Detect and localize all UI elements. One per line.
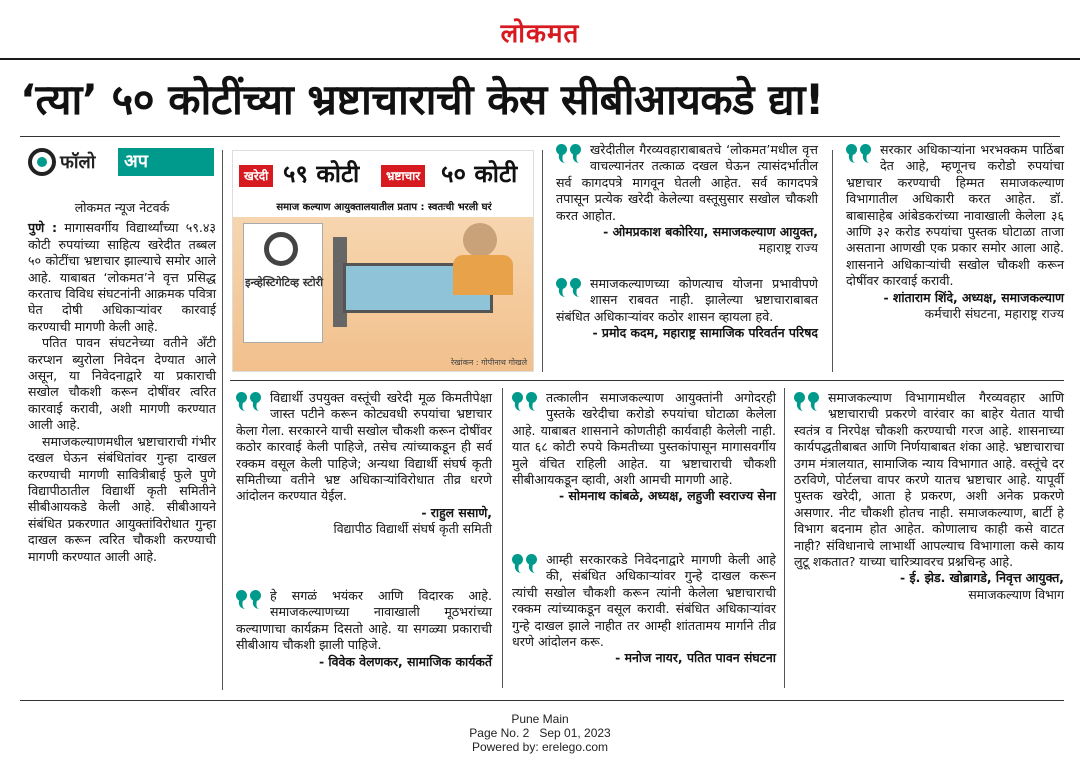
masthead xyxy=(0,0,1080,62)
edition-name: Pune Main xyxy=(511,712,569,726)
quote-icon xyxy=(794,392,822,414)
quote-signature-line2: समाजकल्याण विभाग xyxy=(968,586,1064,602)
follow-up-word2: अप xyxy=(118,148,214,176)
quote-signature: - विवेक वेलणकर, सामाजिक कार्यकर्ते xyxy=(318,653,492,669)
quote-icon xyxy=(846,144,874,166)
magnifier-icon xyxy=(264,232,298,266)
illustration xyxy=(232,150,534,372)
quote-khobragade: समाजकल्याण विभागामधील गैरव्यवहार आणि भ्रष्टाचाराची प्रकरणे वारंवार का बाहेर येतात याची स्वतंत्र व निरपेक्ष चौकशी करण्याची गरज आहे. शासनाच्या कार्यपद्धतीबाबत आणि निर्णयाबाबत शंका आहे. भ्रष्टाचाराचा उगम मंत्रालयात, सामाजिक न्याय विभागात आहे. वस्तूंचे दर ठरविणे, पोर्टलचा वापर करणे यातच भ्रष्टाचार आहे. यापूर्वी पुस्तक खरेदी, आता हे प्रकरण, अशी अनेक प्रकरणे असणार. नीट चौकशी होतच नाही. समाजकल्याण, बार्टी हे विभाग बदनाम होत आहेत. कोणालाच काही कसे वाटत नाही? संविधानाचे लाभार्थी आपल्याच विभागाला कसे काय लुटू शकतात? याच्या चारित्र्यावरच प्रश्नचिन्ह आहे. - ई. झेड. खोब्रागडे, निवृत्त आयुक्त, समाजकल्याण विभाग xyxy=(794,390,1064,602)
quote-signature: - ओमप्रकाश बकोरिया, समाजकल्याण आयुक्त, xyxy=(603,224,818,240)
dateline: पुणे : xyxy=(28,220,58,236)
corruption-tag: भ्रष्टाचार xyxy=(381,165,425,187)
headline-underline xyxy=(20,136,1060,137)
corruption-amount: ५० कोटी xyxy=(441,160,518,188)
headline: ‘त्या’ ५० कोटींच्या भ्रष्टाचाराची केस सीबीआयकडे द्या! xyxy=(20,75,824,124)
column-divider xyxy=(784,388,785,688)
column-divider xyxy=(502,388,503,688)
column-divider xyxy=(542,150,543,372)
quote-signature-line2: विद्यापीठ विद्यार्थी संघर्ष कृती समिती xyxy=(333,521,492,537)
quote-icon xyxy=(512,554,540,576)
quote-kadam: समाजकल्याणच्या कोणत्याच योजना प्रभावीपणे शासन राबवत नाही. झालेल्या भ्रष्टाचाराबाबत संबंधित अधिकाऱ्यांवर कठोर शासन व्हायला हवे. - प्रमोद कदम, महाराष्ट्र सामाजिक परिवर्तन परिषद xyxy=(556,276,818,341)
follow-up-icon xyxy=(28,148,56,176)
investigative-badge xyxy=(243,223,323,343)
quote-icon xyxy=(556,144,584,166)
lead-article xyxy=(28,200,216,565)
purchase-tag: खरेदी xyxy=(239,165,273,187)
page-bottom-rule xyxy=(20,700,1064,701)
quote-nair: आम्ही सरकारकडे निवेदनाद्वारे मागणी केली आहे की, संबंधित अधिकाऱ्यांवर गुन्हे दाखल करून त्यांची सखोल चौकशी करून त्यांनी केलेला भ्रष्टाचाराची रक्कम त्यांच्याकडून वसूल करावी. संबंधित अधिकाऱ्यांवर गुन्हे दाखल झाले नाहीत तर आम्ही शांततामय मार्गाने तीव्र धरणे आंदोलन करू. - मनोज नायर, पतित पावन संघटना xyxy=(512,552,776,666)
byline: लोकमत न्यूज नेटवर्क xyxy=(74,200,170,215)
quote-signature: - मनोज नायर, पतित पावन संघटना xyxy=(615,650,776,666)
illustration-credit: रेखांकन : गोपीनाथ गोखले xyxy=(450,358,527,367)
quote-signature: - राहुल ससाणे, xyxy=(421,504,492,520)
quote-velankar: हे सगळं भयंकर आणि विदारक आहे. समाजकल्याणच्या नावाखाली मूठभरांच्या कल्याणाचा कार्यक्रम दिसतो आहे. या सगळ्या प्रकाराची सीबीआय चौकशी झाली पाहिजे. - विवेक वेलणकर, सामाजिक कार्यकर्ते xyxy=(236,588,492,669)
quote-icon xyxy=(236,590,264,612)
follow-up-word1: फॉलो xyxy=(60,152,96,173)
quote-shinde: सरकार अधिकाऱ्यांना भरभक्कम पाठिंबा देत आहे, म्हणूनच करोडो रुपयांचा भ्रष्टाचार करण्याची हिम्मत समाजकल्याण विभागातील अधिकारी करत आहेत. डॉ. बाबासाहेब आंबेडकरांच्या नावाखाली केलेला ३६ आणि ३२ करोड रुपयांचा पुस्तक घोटाळा ताजा असताना आणखी एक प्रकार समोर आला आहे. शासनाने अधिकाऱ्यांची सखोल चौकशी करून दोषींवर कारवाई करावी. - शांताराम शिंदे, अध्यक्ष, समाजकल्याण कर्मचारी संघटना, महाराष्ट्र राज्य xyxy=(846,142,1064,322)
masthead-rule xyxy=(0,58,1080,60)
quote-commissioner: खरेदीतील गैरव्यवहाराबाबतचे ‘लोकमत’मधील वृत्त वाचल्यानंतर तत्काळ दखल घेऊन त्यासंदर्भातील सर्व कागदपत्रे मागवून घेतली आहेत. सर्व कागदपत्रे तपासून प्रत्येक खरेदी केलेल्या वस्तूसुसार सखोल चौकशी करत आहोत. - ओमप्रकाश बकोरिया, समाजकल्याण आयुक्त, महाराष्ट्र राज्य xyxy=(556,142,818,256)
investigative-label: इन्व्हेस्टिगेटिव्ह स्टोरी xyxy=(245,276,323,289)
quote-sasane: विद्यार्थी उपयुक्त वस्तूंची खरेदी मूळ किमतीपेक्षा जास्त पटीने करून कोट्यवधी रुपयांचा भ्रष्टाचार केला गेला. सरकारने याची सखोल चौकशी करून दोषींवर कठोर कारवाई केली पाहिजे, तसेच त्यांच्याकडून ही सर्व रक्कम वसूल केली पाहिजे; अन्यथा विद्यार्थी संघर्ष कृती समितीच्या वतीने भ्रष्ट अधिकाऱ्यांविरोधात तीव्र धरणे आंदोलन करण्यात येईल. - राहुल ससाणे, विद्यापीठ विद्यार्थी संघर्ष कृती समिती xyxy=(236,390,492,537)
publish-date: Sep 01, 2023 xyxy=(539,726,611,740)
lead-paragraph-1: मागासवर्गीय विद्यार्थ्यांच्या ५९.४३ कोटी रुपयांच्या साहित्य खरेदीत तब्बल ५० कोटींचा भ्रष्टाचार झाल्याचे समोर आले आहे. याबाबत ‘लोकमत’ने वृत्त प्रसिद्ध करताच विविध संघटनांनी आक्रमक पवित्रा घेत दोषी अधिकाऱ्यांवर कारवाई करण्याची मागणी केली आहे. xyxy=(28,220,216,334)
column-divider xyxy=(832,150,833,372)
column-divider xyxy=(222,150,223,690)
lead-paragraph-3: समाजकल्याणमधील भ्रष्टाचाराची गंभीर दखल घेऊन संबंधितांवर गुन्हा दाखल करण्याची मागणी सावित्रीबाई फुले पुणे विद्यापीठातील विद्यार्थी कृती समितीने सीबीआयकडे केली आहे. सीबीआयने संबंधित प्रकरणात आयुक्तांविरोधात गुन्हा दाखल करून त्वरित चौकशी करण्याची मागणी करण्यात आली आहे. xyxy=(28,433,216,564)
quote-signature: - शांताराम शिंदे, अध्यक्ष, समाजकल्याण xyxy=(883,289,1064,305)
follow-up-badge xyxy=(28,148,214,176)
purchase-amount: ५९ कोटी xyxy=(283,160,360,188)
page-number: Page No. 2 xyxy=(469,726,530,740)
page-footer xyxy=(0,712,1080,754)
lead-paragraph-2: पतित पावन संघटनेच्या वतीने अँटी करप्शन ब्युरोला निवेदन देण्यात आले असून, या निवेदनाद्वारे या प्रकाराची सखोल चौकशी करून दोषींवर त्वरित कारवाई करावी, अशी मागणी करण्यात आली आहे. xyxy=(28,335,216,433)
quote-signature-line2: कर्मचारी संघटना, महाराष्ट्र राज्य xyxy=(924,306,1064,322)
section-divider xyxy=(230,380,1064,381)
quote-icon xyxy=(556,278,584,300)
quote-signature: - प्रमोद कदम, महाराष्ट्र सामाजिक परिवर्तन परिषद xyxy=(592,325,818,341)
quote-icon xyxy=(512,392,540,414)
illustration-subtitle: समाज कल्याण आयुक्तालयातील प्रताप : स्वतःची भरली घरं xyxy=(233,199,534,217)
quote-icon xyxy=(236,392,264,414)
quote-signature: - सोमनाथ कांबळे, अध्यक्ष, लहुजी स्वराज्य सेना xyxy=(559,488,776,504)
quote-signature: - ई. झेड. खोब्रागडे, निवृत्त आयुक्त, xyxy=(900,570,1064,586)
powered-by: Powered by: erelego.com xyxy=(471,740,609,754)
quote-signature-line2: महाराष्ट्र राज्य xyxy=(758,240,818,256)
officer-body-shape xyxy=(453,255,513,295)
quote-kamble: तत्कालीन समाजकल्याण आयुक्तांनी अगोदरही पुस्तके खरेदीचा करोडो रुपयांचा घोटाळा केलेला आहे. याबाबत शासनाने कोणतीही कार्यवाही केलेली नाही. यात ६८ कोटी रुपये किमतीच्या पुस्तकांपासून मागासवर्गीय मुले वंचित राहिली आहेत. या भ्रष्टाचाराची चौकशी सीबीआयकडून व्हावी, अशी आमची मागणी आहे. - सोमनाथ कांबळे, अध्यक्ष, लहुजी स्वराज्य सेना xyxy=(512,390,776,504)
officer-head-shape xyxy=(463,223,497,257)
newspaper-logo: लोकमत xyxy=(500,19,580,49)
